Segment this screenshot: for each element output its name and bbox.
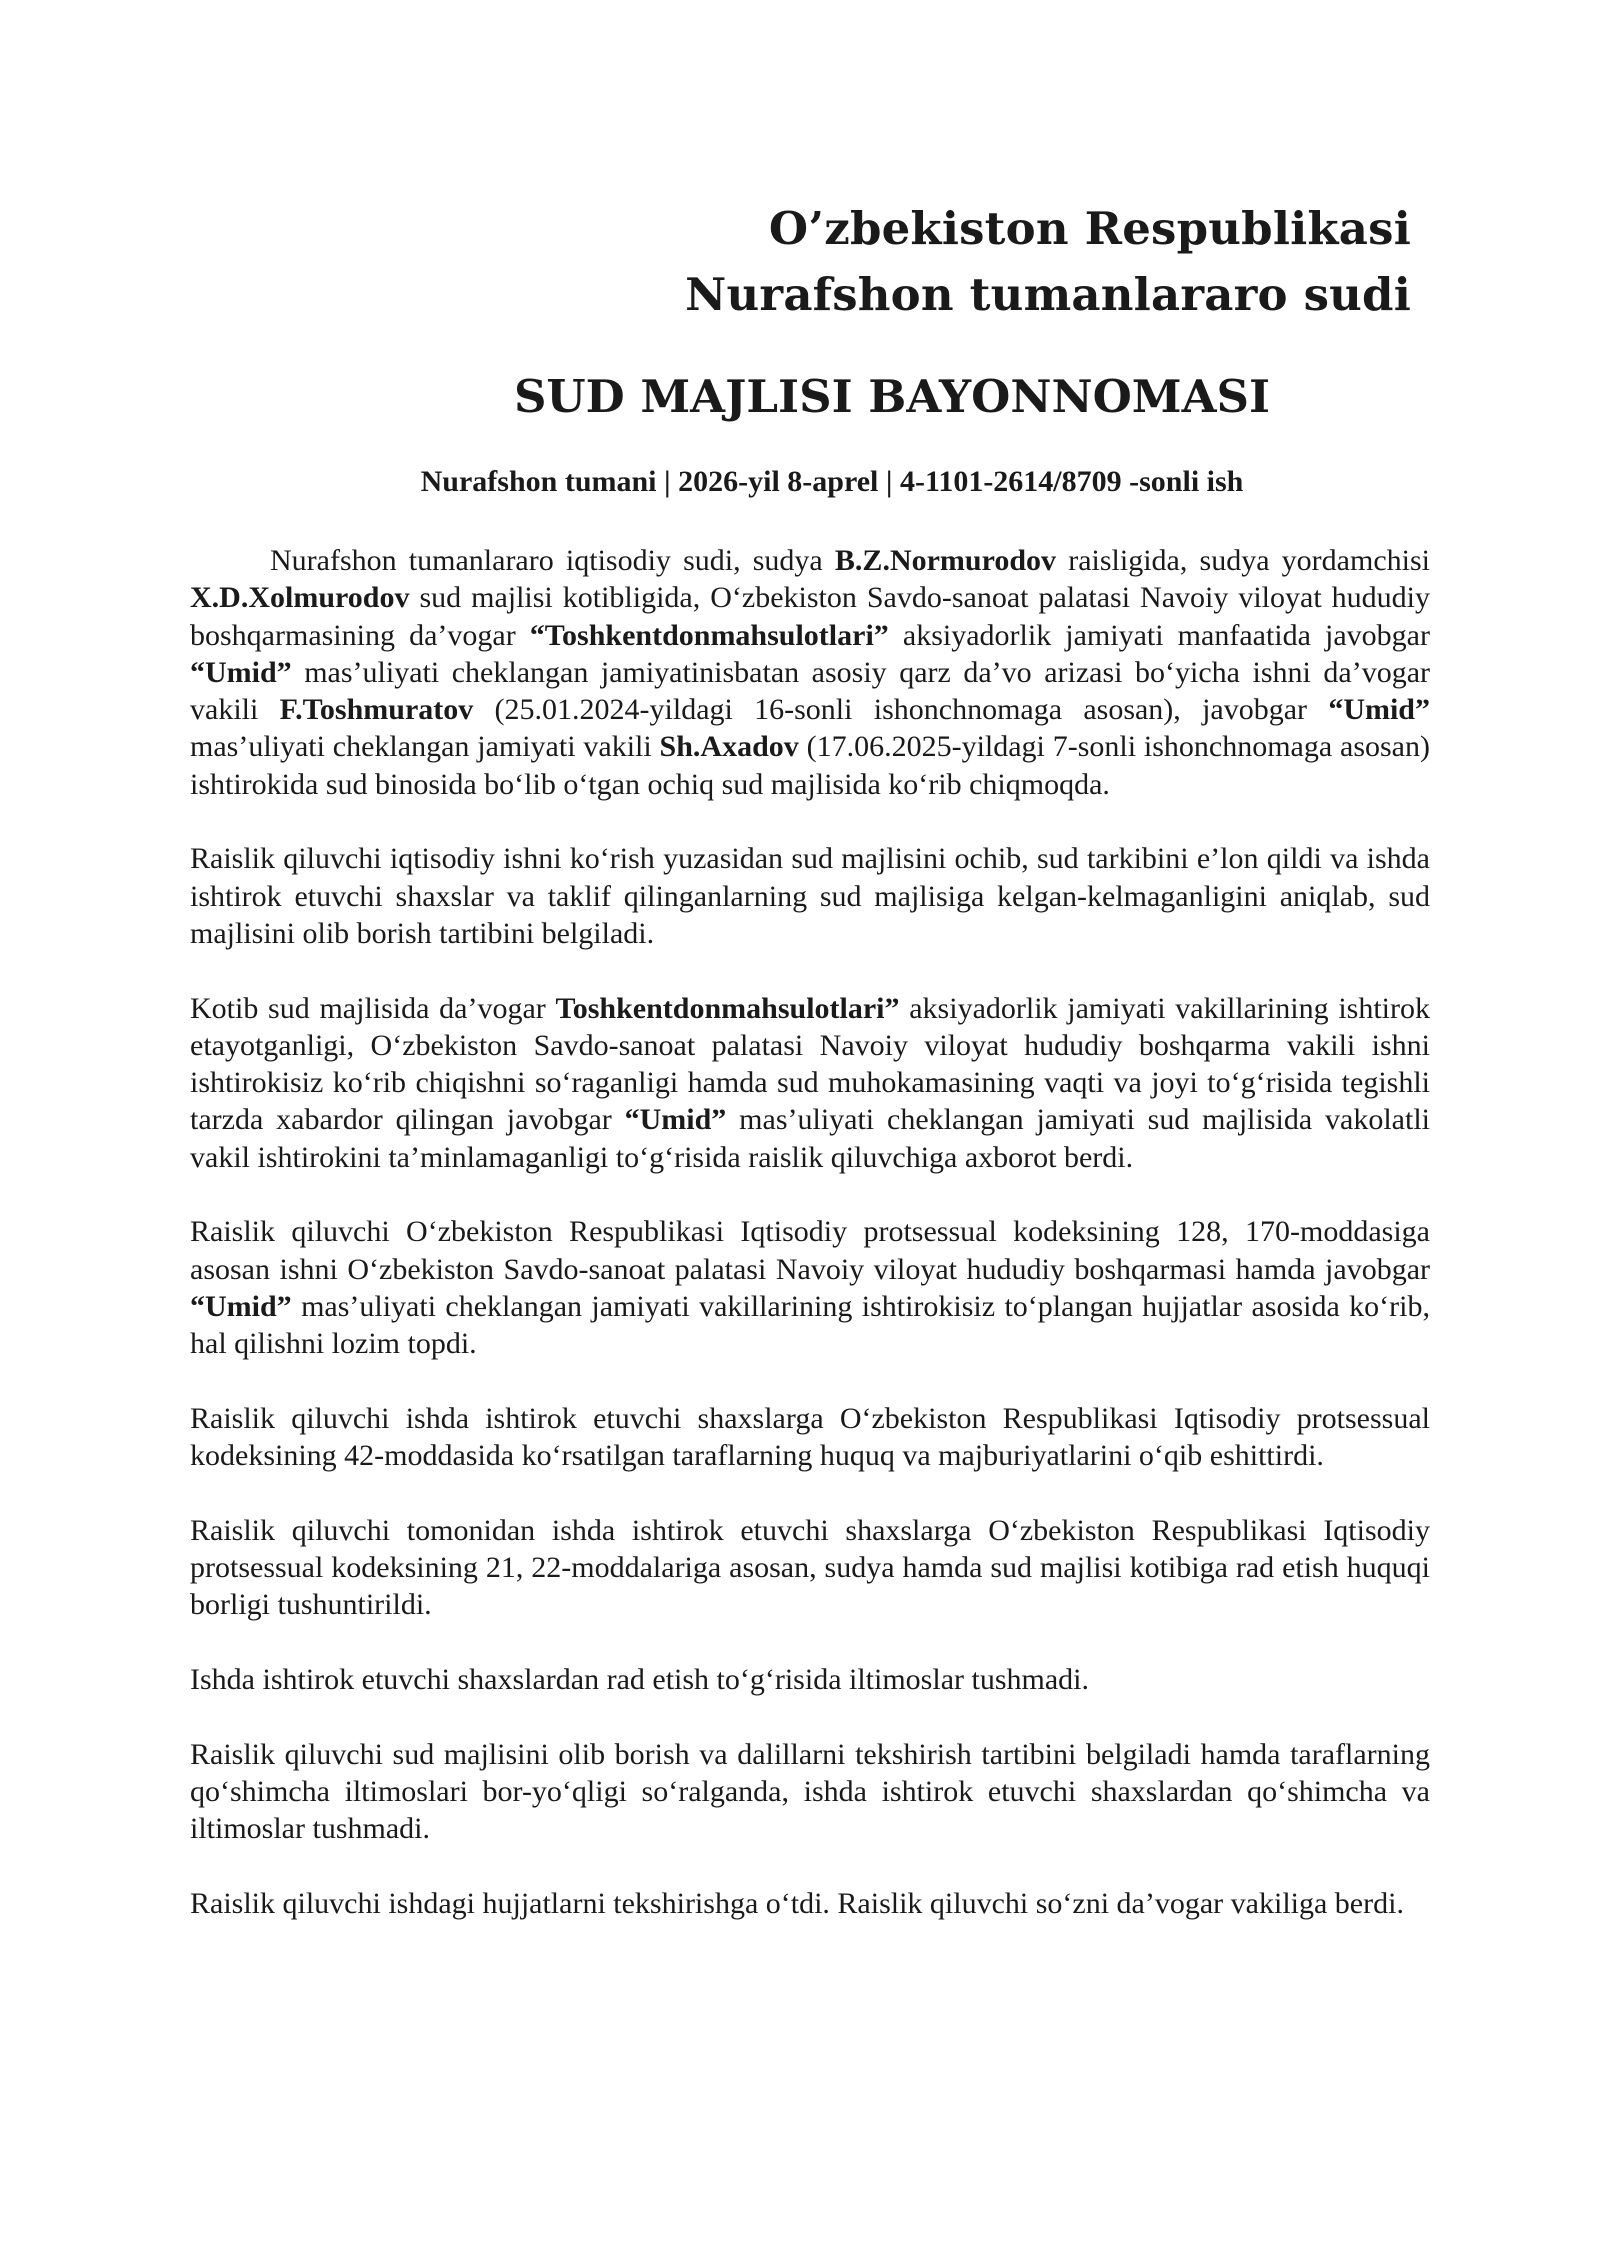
paragraph-no-recusal: Ishda ishtirok etuvchi shaxslardan rad etish to‘g‘risida iltimoslar tushmadi. [190,1662,1089,1696]
paragraph-intro [190,542,1430,803]
defendant-name: “Umid” [624,1103,727,1137]
judge-name: B.Z.Normurodov [834,544,1057,577]
text-span: mas’uliyati cheklangan jamiyatinisbatan asosiy qarz da’vo arizasi bo‘yicha ishni da’vogar vakili [190,655,1430,727]
text-span: aksiyadorlik jamiyati vakillarining ishtirok etayotganligi, O‘zbekiston Savdo-sanoat palatasi Navoiy viloyat hududiy boshqarma vakili ishni ishtirokisiz ko‘rib chiqishni so‘raganligi hamda sud muhokamasining vaqti va joyi to‘g‘risida tegishli tarzda xabardor qilingan javobgar [190,991,1430,1137]
text-span: Kotib sud majlisida da’vogar [190,991,556,1025]
paragraph-secretary-report [190,990,1430,1176]
text-span: mas’uliyati cheklangan jamiyati vakili [190,730,660,764]
document-body [190,542,1430,1959]
text-span: aksiyadorlik jamiyati manfaatida javobgar [888,618,1430,652]
text-span: mas’uliyati cheklangan jamiyati sud majlisida vakolatli vakil ishtirokini ta’minlamaganligi to‘g‘risida raislik qiluvchiga axborot berdi. [190,1103,1430,1174]
paragraph-documents: Raislik qiluvchi ishdagi hujjatlarni tekshirishga o‘tdi. Raislik qiluvchi so‘zni da’vogar vakiliga berdi. [190,1886,1404,1920]
defendant-name: “Umid” [190,655,292,689]
text-span: sud majlisi kotibligida, O‘zbekiston Savdo-sanoat palatasi Navoiy viloyat hududiy boshqarmasining da’vogar [190,581,1430,652]
text-span: (25.01.2024-yildagi 16-sonli ishonchnomaga asosan), javobgar [473,693,1329,727]
text-span: raisligida, sudya yordamchisi [1056,544,1430,577]
plaintiff-company: “Toshkentdonmahsulotlari” [529,618,889,652]
court-header [685,196,1411,328]
document-title: SUD MAJLISI BAYONNOMASI [513,370,1271,423]
text-span: Nurafshon tumanlararo iqtisodiy sudi, sudya [270,544,835,577]
plaintiff-company: Toshkentdonmahsulotlari” [555,991,900,1025]
court-header-court: Nurafshon tumanlararo sudi [685,268,1411,321]
text-span: mas’uliyati cheklangan jamiyati vakillarining ishtirokisiz to‘plangan hujjatlar asosida ko‘rib, hal qilishni lozim topdi. [190,1289,1430,1361]
defendant-name: “Umid” [1328,693,1430,727]
court-header-country: O’zbekiston Respublikasi [768,202,1411,255]
paragraph-rights: Raislik qiluvchi ishda ishtirok etuvchi shaxslarga O‘zbekiston Respublikasi Iqtisodiy protsessual kodeksining 42-moddasida ko‘rsatilgan taraflarning huquq va majburiyatlarini o‘qib eshittirdi. [190,1401,1430,1473]
paragraph-recusal-right: Raislik qiluvchi tomonidan ishda ishtirok etuvchi shaxslarga O‘zbekiston Respublikasi Iqtisodiy protsessual kodeksining 21, 22-moddalariga asosan, sudya hamda sud majlisi kotibiga rad etish huquqi borligi tushuntirildi. [190,1513,1430,1622]
assistant-name: X.D.Xolmurodov [190,581,410,615]
paragraph-decision-absentia [190,1213,1430,1362]
plaintiff-representative: F.Toshmuratov [279,693,474,727]
paragraph-opening: Raislik qiluvchi iqtisodiy ishni ko‘rish yuzasidan sud majlisini ochib, sud tarkibini e’lon qildi va ishda ishtirok etuvchi shaxslar va taklif qilinganlarning sud majlisiga kelgan-kelmaganligini aniqlab, sud majlisini olib borish tartibini belgiladi. [190,842,1430,950]
document-meta-line: Nurafshon tumani | 2026-yil 8-aprel | 4-1101-2614/8709 -sonli ish [420,465,1244,498]
defendant-representative: Sh.Axadov [659,730,799,764]
text-span: Raislik qiluvchi O‘zbekiston Respublikasi Iqtisodiy protsessual kodeksining 128, 170-moddasiga asosan ishni O‘zbekiston Savdo-sanoat palatasi Navoiy viloyat hududiy boshqarmasi hamda javobgar [190,1215,1430,1286]
paragraph-procedure: Raislik qiluvchi sud majlisini olib borish va dalillarni tekshirish tartibini belgiladi hamda taraflarning qo‘shimcha iltimoslari bor-yo‘qligi so‘ralganda, ishda ishtirok etuvchi shaxslardan qo‘shimcha va iltimoslar tushmadi. [190,1737,1430,1846]
text-span: (17.06.2025-yildagi 7-sonli ishonchnomaga asosan) ishtirokida sud binosida bo‘lib o‘tgan ochiq sud majlisida ko‘rib chiqmoqda. [190,730,1430,801]
defendant-name: “Umid” [190,1289,292,1323]
